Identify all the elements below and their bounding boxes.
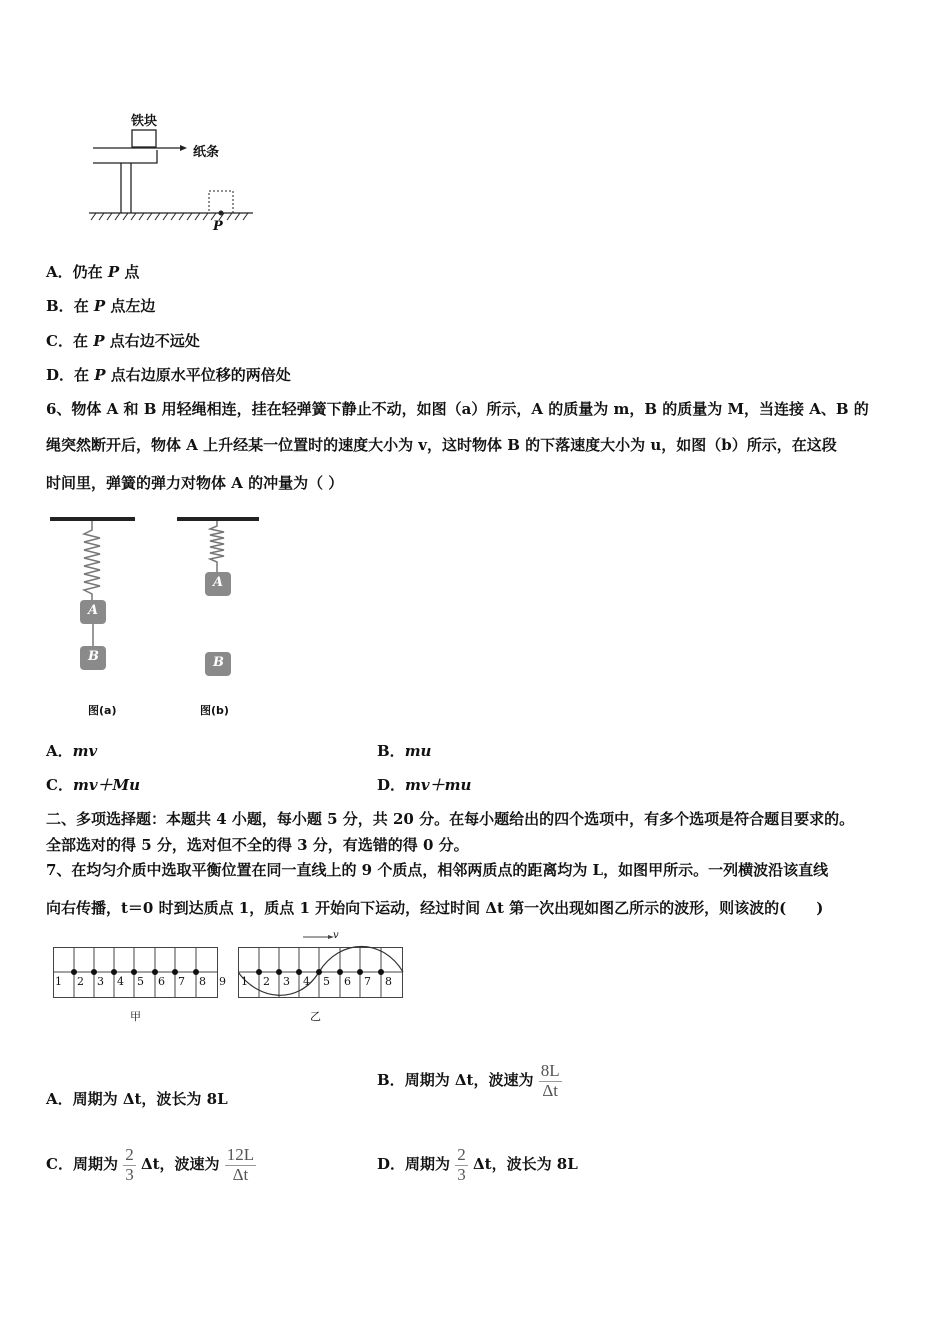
q7-option-b: B．周期为 Δt，波速为 $\frac{8L}{\Delta t}$ [377, 1061, 560, 1100]
block-a-label: A [88, 603, 99, 618]
q7-option-a: A．周期为 Δt，波长为 8L [46, 1090, 228, 1108]
block-a-label: A [213, 575, 224, 590]
q6-option-c: C．mv＋Mu [46, 776, 141, 794]
q7-option-c: C．周期为 $\frac{2}{3}$ Δt，波速为 $\frac{12L}{\Delta t}$ [46, 1145, 255, 1184]
block-b-label: B [88, 649, 99, 664]
q6-text-line: 绳突然断开后，物体 A 上升经某一位置时的速度大小为 v，这时物体 B 的下落速度大小为 u，如图（b）所示，在这段 [46, 436, 837, 454]
point-p-label: P [213, 219, 223, 234]
q6-option-b: B．mu [377, 742, 432, 760]
document-page: 铁块 纸条 P A．仍在 P 点 B．在 P 点左边 C．在 P 点右边不远处 D．在 P 点右边原水平位移的两倍处 6、物体 A 和 B 用轻绳相连，挂在轻弹簧下静止不动，如图（a）所示，A 的质量为 m，B 的质量为 M，当连接 A、B 的 绳突然断开后，物体 A 上升经某一位置时的速度大小为 v，这时物体 B 的下落速度大小为 u，如图（b）所示，在这段 时间里，弹簧的弹力对物体 A 的冲量为（ ） A B A B 图(a) 图(b) A．mv B．mu C．mv＋Mu D．mv＋mu 二、多项选择题：本题共 4 小题，每小题 5 分，共 20 分。在每小题给出的四个选项中，有多个选项是符合题目要求的。 全部选对的得 5 分，选对但不全的得 3 分，有选错的得 0 分。 7、在均匀介质中选取平衡位置在同一直线上的 9 个质点，相邻两质点的距离均为 L，如图甲所示。一列横波沿该直线 向右传播，t＝0 时到达质点 1，质点 1 开始向下运动，经过时间 Δt 第一次出现如图乙所示的波形，则该波的( ) 1 2 3 4 5 6 7 8 9 甲 v 1 2 3 4 5 6 7 8 乙 A．周期为 Δt，波长为 8L B．周期为 Δt，波速为 $\frac{8L}{\Delta t}$ C．周期为 $\frac{2}{3}$ Δt，波速为 $\frac{12L}{\Delta t}$ D．周期为 $\frac{2}{3}$ Δt，波长为 8L [0, 0, 950, 1344]
iron-block [132, 130, 156, 147]
q6-text-line: 时间里，弹簧的弹力对物体 A 的冲量为（ ） [46, 474, 344, 492]
q5-option-b: B．在 P 点左边 [46, 297, 156, 315]
q7-text-line: 7、在均匀介质中选取平衡位置在同一直线上的 9 个质点，相邻两质点的距离均为 L，如图甲所示。一列横波沿该直线 [46, 861, 829, 879]
q5-option-d: D．在 P 点右边原水平位移的两倍处 [46, 366, 291, 384]
section-heading: 全部选对的得 5 分，选对但不全的得 3 分，有选错的得 0 分。 [46, 836, 469, 854]
strip-label: 纸条 [193, 145, 220, 160]
caption-a: 图(a) [88, 704, 117, 717]
q6-option-d: D．mv＋mu [377, 776, 472, 794]
wave-figure-yi [238, 930, 408, 1002]
q5-option-a: A．仍在 P 点 [46, 263, 140, 281]
block-label: 铁块 [131, 114, 158, 129]
q6-option-a: A．mv [46, 742, 98, 760]
section-heading: 二、多项选择题：本题共 4 小题，每小题 5 分，共 20 分。在每小题给出的四个选项中，有多个选项是符合题目要求的。 [46, 810, 855, 828]
q5-figure [85, 105, 260, 240]
caption-yi: 乙 [310, 1010, 321, 1023]
block-b-label: B [213, 655, 224, 670]
caption-b: 图(b) [200, 704, 229, 717]
velocity-label: v [333, 930, 339, 941]
q5-option-c: C．在 P 点右边不远处 [46, 332, 200, 350]
q6-spring-figure [50, 512, 265, 682]
q6-text-line: 6、物体 A 和 B 用轻绳相连，挂在轻弹簧下静止不动，如图（a）所示，A 的质量为 m，B 的质量为 M，当连接 A、B 的 [46, 400, 869, 418]
wave-figure-jia [53, 947, 221, 999]
caption-jia: 甲 [130, 1010, 141, 1023]
q7-option-d: D．周期为 $\frac{2}{3}$ Δt，波长为 8L [377, 1145, 578, 1184]
q7-text-line: 向右传播，t＝0 时到达质点 1，质点 1 开始向下运动，经过时间 Δt 第一次出现如图乙所示的波形，则该波的( ) [46, 899, 824, 917]
